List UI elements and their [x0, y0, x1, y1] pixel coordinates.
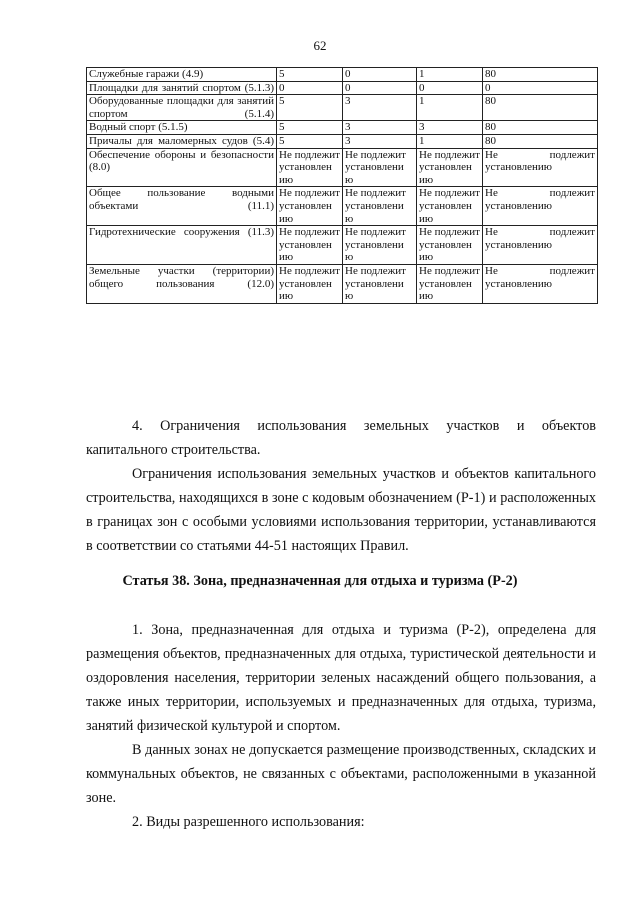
table-cell: 0	[277, 81, 343, 95]
table-row	[87, 148, 598, 187]
table-row	[87, 121, 598, 135]
table-row	[87, 226, 598, 265]
table-cell: 1	[417, 68, 483, 82]
table-cell: 5	[277, 95, 343, 121]
table-cell: 5	[277, 121, 343, 135]
table-cell-use: Оборудованные площадки для занятий спортом (5.1.4)	[87, 95, 277, 121]
table-cell: Не подлежит установлен ию	[417, 187, 483, 226]
table-cell-use: Служебные гаражи (4.9)	[87, 68, 277, 82]
table-cell-use: Причалы для маломерных судов (5.4)	[87, 134, 277, 148]
table-cell-use: Площадки для занятий спортом (5.1.3)	[87, 81, 277, 95]
table-row	[87, 134, 598, 148]
table-cell: 1	[417, 134, 483, 148]
table-row	[87, 187, 598, 226]
table-cell: Не подлежит установлени ю	[343, 264, 417, 303]
table-cell: 0	[483, 81, 598, 95]
table-cell-use: Обеспечение обороны и безопасности (8.0)	[87, 148, 277, 187]
page-number: 62	[313, 38, 327, 53]
section-4-paragraph: Ограничения использования земельных участков и объектов капитального строительства, находящихся в зоне с кодовым обозначением (Р-1) и расположенных в границах зон с особыми условиями использования территории, устанавливаются в соответствии со статьями 44-51 настоящих Правил.	[86, 466, 596, 554]
article-title: Статья 38. Зона, предназначенная для отдыха и туризма (Р-2)	[122, 573, 518, 589]
table-cell: Не подлежит установлению	[483, 187, 598, 226]
table-cell: 80	[483, 68, 598, 82]
table-cell: 80	[483, 95, 598, 121]
table-cell: Не подлежит установлению	[483, 264, 598, 303]
table-cell: Не подлежит установлен ию	[277, 264, 343, 303]
table-cell: Не подлежит установлен ию	[277, 187, 343, 226]
table-cell: 0	[417, 81, 483, 95]
table-cell: 80	[483, 134, 598, 148]
table-cell: 5	[277, 134, 343, 148]
table-cell: 80	[483, 121, 598, 135]
table-cell-use: Общее пользование водными объектами (11.1)	[87, 187, 277, 226]
table-cell: Не подлежит установлен ию	[417, 148, 483, 187]
table-row	[87, 264, 598, 303]
table-row	[87, 95, 598, 121]
article-paragraph-3: 2. Виды разрешенного использования:	[132, 814, 365, 830]
table-cell: Не подлежит установлению	[483, 226, 598, 265]
table-cell: 0	[343, 68, 417, 82]
table-cell: Не подлежит установлени ю	[343, 187, 417, 226]
section-4	[86, 414, 596, 558]
land-use-table	[86, 67, 598, 304]
article-paragraph-2: В данных зонах не допускается размещение производственных, складских и коммунальных объектов, не связанных с объектами, расположенными в указанной зоне.	[86, 742, 596, 806]
table-cell: Не подлежит установлен ию	[277, 148, 343, 187]
table-cell: Не подлежит установлени ю	[343, 226, 417, 265]
article-paragraph-1: 1. Зона, предназначенная для отдыха и туризма (Р-2), определена для размещения объектов, предназначенных для отдыха, туристической деятельности и оздоровления населения, территории зеленых насаждений общего пользования, а также иных территории, используемых и предназначенных для отдыха, туризма, занятий физической культурой и спортом.	[86, 622, 596, 734]
table-row	[87, 81, 598, 95]
article-body	[86, 618, 596, 834]
section-4-heading: 4. Ограничения использования земельных участков и объектов капитального строительства.	[86, 418, 596, 458]
table-cell: Не подлежит установлен ию	[277, 226, 343, 265]
table-cell: Не подлежит установлению	[483, 148, 598, 187]
table-cell: Не подлежит установлен ию	[417, 264, 483, 303]
table-cell: Не подлежит установлени ю	[343, 148, 417, 187]
table-row	[87, 68, 598, 82]
table-cell-use: Водный спорт (5.1.5)	[87, 121, 277, 135]
table-cell-use: Гидротехнические сооружения (11.3)	[87, 226, 277, 265]
table-cell: 3	[343, 95, 417, 121]
table-cell: Не подлежит установлен ию	[417, 226, 483, 265]
table-cell-use: Земельные участки (территории) общего пользования (12.0)	[87, 264, 277, 303]
table-cell: 3	[343, 134, 417, 148]
table-cell: 0	[343, 81, 417, 95]
table-cell: 1	[417, 95, 483, 121]
table-cell: 3	[417, 121, 483, 135]
table-cell: 3	[343, 121, 417, 135]
table-cell: 5	[277, 68, 343, 82]
